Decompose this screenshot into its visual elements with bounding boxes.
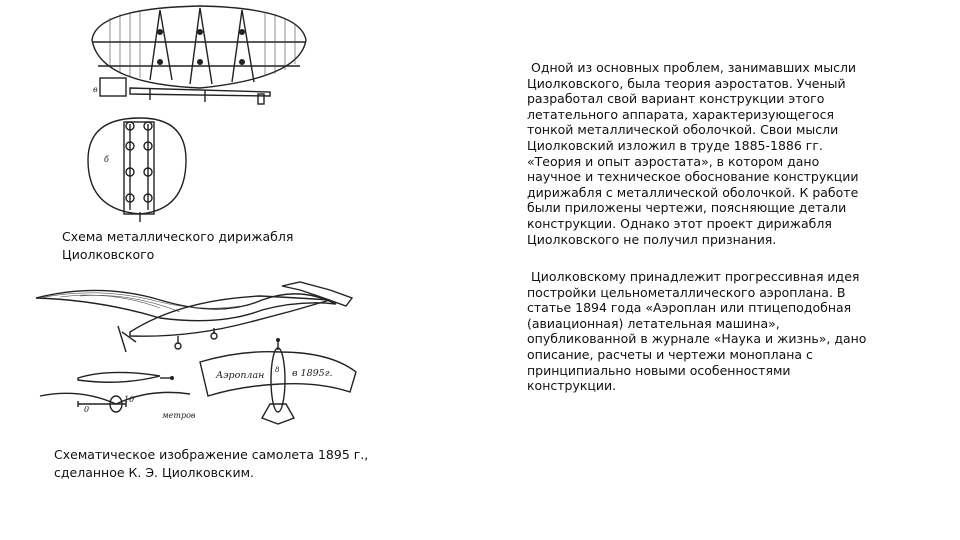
scale-unit-label: метров: [162, 411, 196, 420]
fin-label: 8: [275, 366, 280, 374]
paragraph-airplane: [527, 269, 869, 394]
airplane-caption: Схематическое изображение самолета 1895 г., сделанное К. Э. Циолковским.: [54, 447, 369, 480]
airplane-small-views: [40, 372, 196, 420]
wing-label: Аэроплан: [216, 370, 265, 381]
airship-label-plan: б: [104, 155, 109, 164]
paragraph-1-text: Одной из основных проблем, занимавших мысли Циолковского, была теория аэростатов. Ученый разработал свой вариант конструкции этого летательного аппарата, характеризующегося тонкой металлической оболочкой. Свои мысли Циолковский изложил в труде 1885-1886 гг. «Теория и опыт аэростата», в котором дано научное и техническое обоснование конструкции дирижабля с металлической оболочкой. К работе были приложены чертежи, поясняющие детали конструкции. Однако этот проект дирижабля Циолковского не получил признания.: [527, 60, 859, 247]
airplane-top-view: [200, 338, 356, 424]
paragraph-airships: [527, 60, 869, 247]
wing-year: в 1895г.: [292, 368, 333, 379]
airship-side-view: [92, 6, 306, 104]
airship-plan-view: [88, 118, 186, 222]
scale-end-label: 10: [124, 395, 135, 404]
paragraph-2-text: Циолковскому принадлежит прогрессивная идея постройки цельнометаллического аэроплана. В статье 1894 года «Аэроплан или птицеподобная (авиационная) летательная машина», опубликованной в журнале «Наука и жизнь», дано описание, расчеты и чертежи моноплана с принципиально новыми особенностями конструкции.: [527, 269, 867, 394]
airship-caption: Схема металлического дирижабля Циолковского: [62, 229, 294, 262]
airplane-side-view: [36, 282, 352, 352]
airship-label-top: в: [93, 85, 98, 94]
scale-start-label: 0: [84, 405, 90, 414]
